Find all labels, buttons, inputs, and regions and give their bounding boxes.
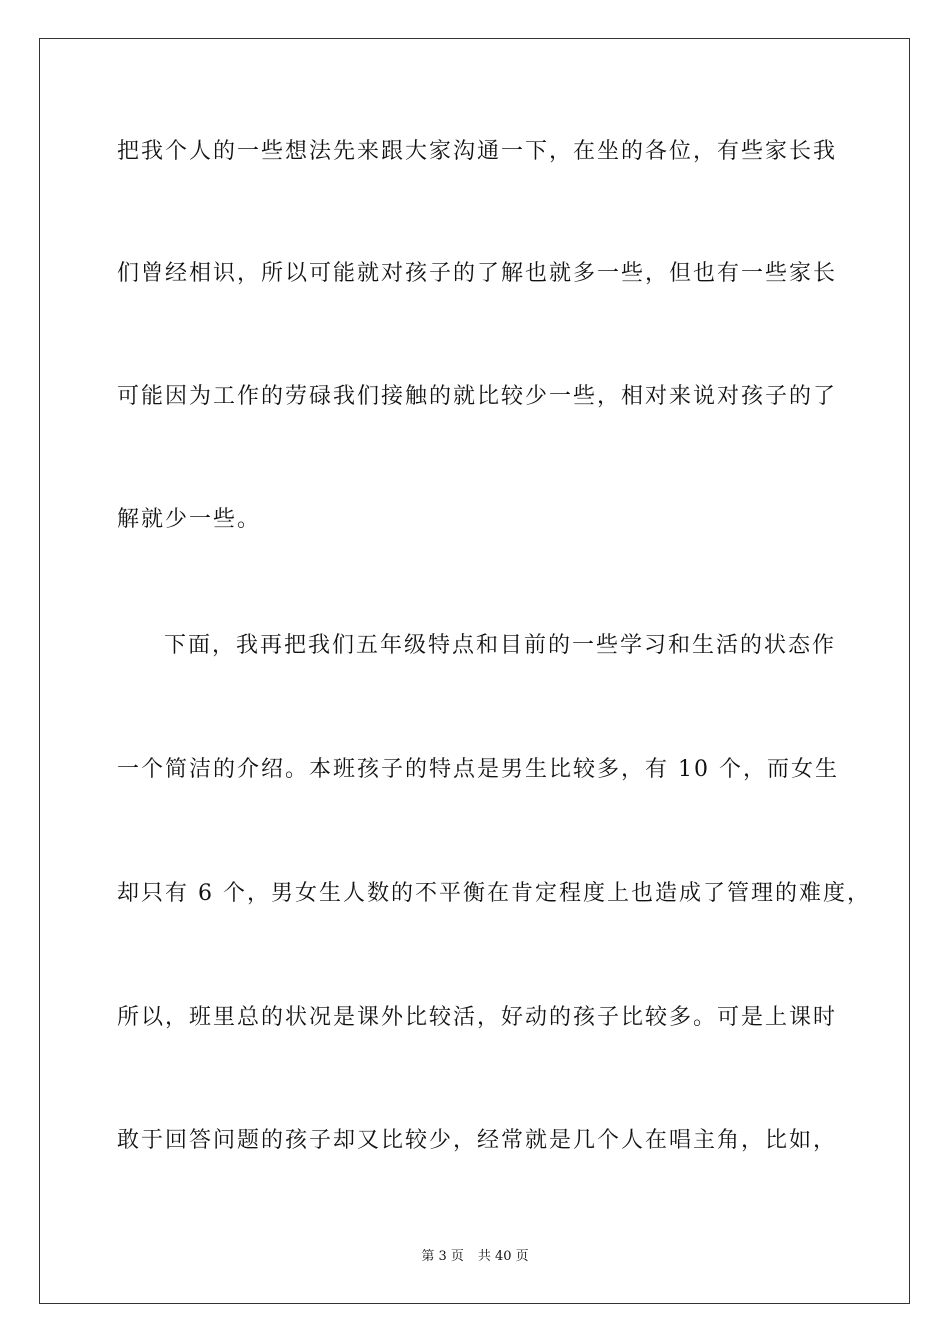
- paragraph-line: 把我个人的一些想法先来跟大家沟通一下，在坐的各位，有些家长我: [117, 139, 838, 164]
- page-frame: [39, 38, 910, 1304]
- paragraph-line: 敢于回答问题的孩子却又比较少，经常就是几个人在唱主角，比如，: [117, 1128, 838, 1153]
- page-number: 第 3 页: [421, 1249, 464, 1264]
- paragraph-line: 可能因为工作的劳碌我们接触的就比较少一些，相对来说对孩子的了: [117, 384, 838, 409]
- paragraph-line: 下面，我再把我们五年级特点和目前的一些学习和生活的状态作: [164, 633, 837, 658]
- paragraph-line: 所以，班里总的状况是课外比较活，好动的孩子比较多。可是上课时: [117, 1005, 838, 1030]
- paragraph-line: 们曾经相识，所以可能就对孩子的了解也就多一些，但也有一些家长: [117, 261, 838, 286]
- page-footer: [0, 1248, 950, 1266]
- paragraph-line: 解就少一些。: [117, 507, 262, 532]
- total-pages: 共 40 页: [477, 1249, 529, 1264]
- paragraph-line: 却只有 6 个，男女生人数的不平衡在肯定程度上也造成了管理的难度，: [117, 881, 871, 906]
- paragraph-line: 一个简洁的介绍。本班孩子的特点是男生比较多，有 10 个，而女生: [117, 757, 839, 782]
